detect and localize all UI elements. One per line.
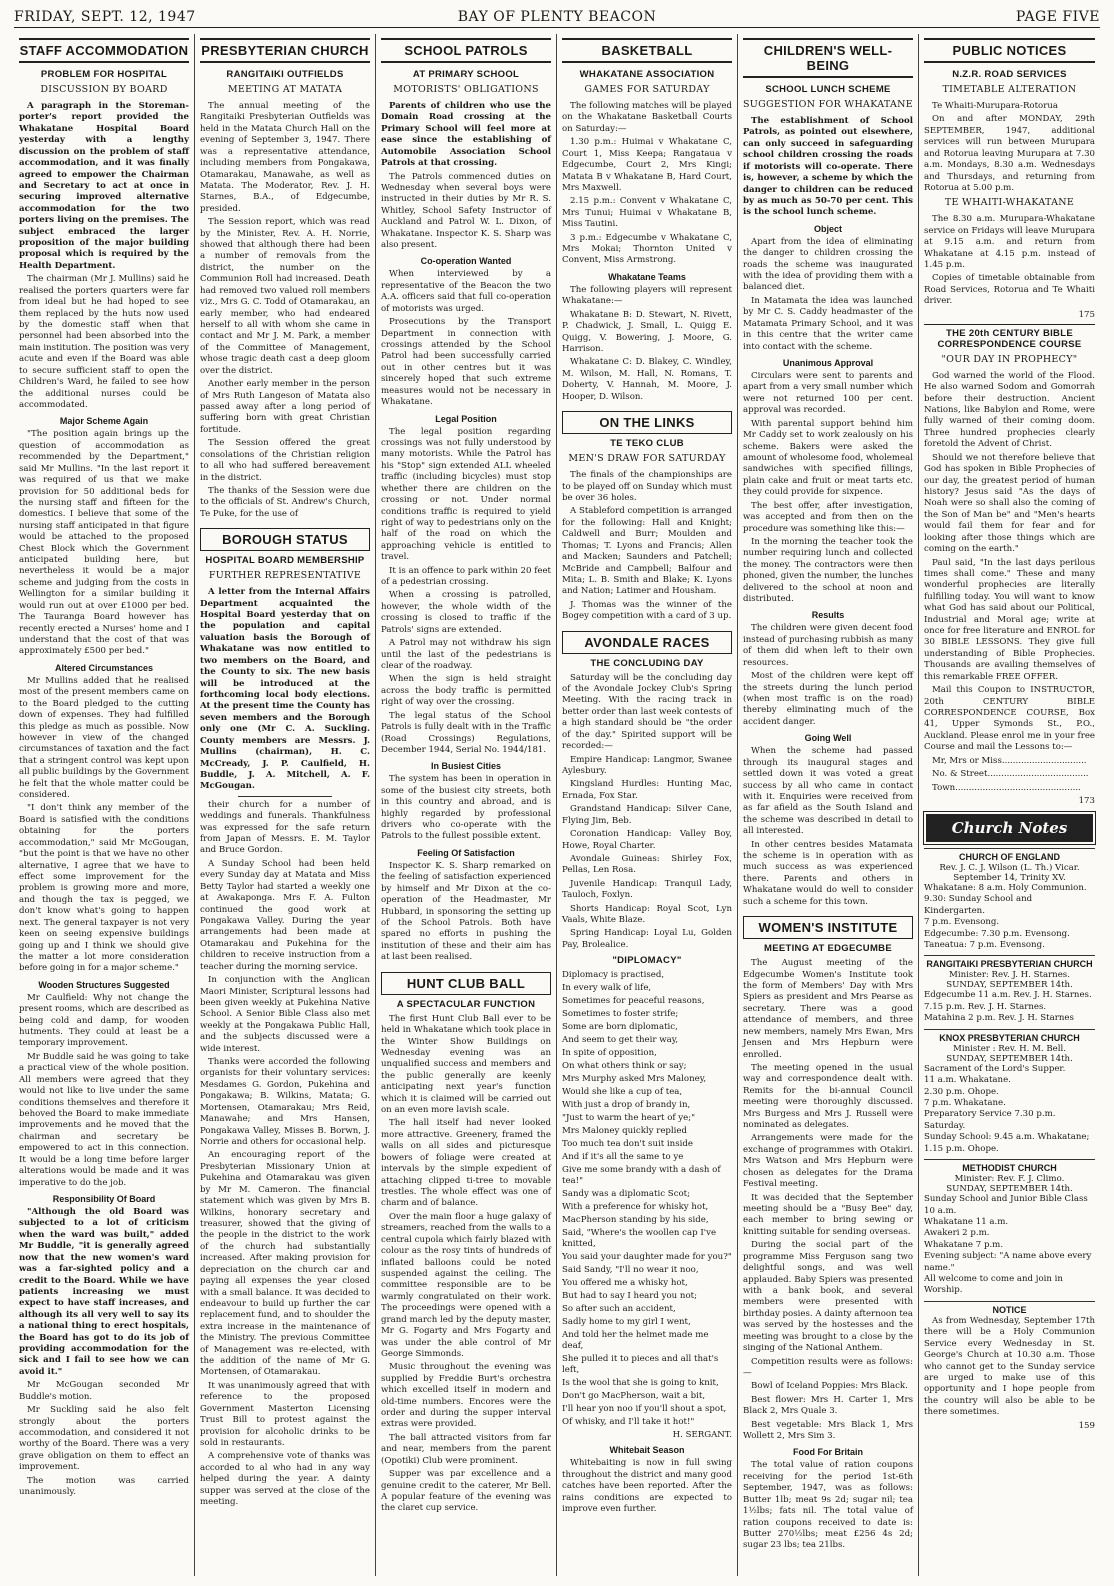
crosshead: In Busiest Cities [430, 761, 502, 772]
poem-line: You offered me a whisky hot, [562, 1278, 688, 1289]
poem-line: Diplomacy is practised, [562, 970, 665, 981]
paragraph: Mail this Coupon to INSTRUCTOR, 20th CENTURY BIBLE CORRESPONDENCE COURSE, Box 41, Upper Symonds St., P.O., Auckland. Please enrol me in your free Course and mail the Lessons to:— [924, 685, 1095, 753]
headline: BASKETBALL [562, 38, 732, 63]
subheadline: THE CONCLUDING DAY [590, 657, 704, 669]
subheadline: SCHOOL LUNCH SCHEME [765, 84, 891, 95]
minister: Minister: Rev. F. J. Climo. [954, 1174, 1065, 1185]
paragraph: As from Wednesday, September 17th there will be a Holy Communion Service every Wednesday in St. George's Church at 10.30 a.m. Those who cannot get to the Sunday service are urged to make use of this opportunity and I hope people from the country will also be able to be there sometimes. [924, 1315, 1095, 1418]
paragraph: Mr Suckling said he also felt strongly about the porters accommodation, and considered it not worthy of the Board. There was a very grave obligation on them to effect an improvement. [19, 1405, 189, 1473]
crosshead: Food For Britain [793, 1447, 863, 1458]
poem-line: Is the wool that she is going to knit, [562, 1378, 719, 1389]
paragraph: Empire Handicap: Langmor, Swanee Aylesbury. [562, 754, 732, 776]
paragraph: The meeting opened in the usual way and correspondence dealt with. Remits for the bi-annual Council meeting were thoroughly discussed. Mrs Burgess and Mrs J. Russell were nominated as delegates. [743, 1062, 913, 1131]
paragraph: In the morning the teacher took the number requiring lunch and collected the money. The contractors were then phoned, given the number, the lunches delivered to the school at noon and distributed. [743, 536, 913, 605]
service-line: Preparatory Service 7.30 p.m. Saturday. [924, 1109, 1056, 1131]
subheadline: TIMETABLE ALTERATION [942, 84, 1077, 95]
column-basketball [557, 34, 738, 1576]
poem-line: With just a drop of brandy in, [562, 1100, 691, 1111]
paragraph: The hall itself had never looked more attractive. Greenery, framed the walls on all sides and picturesque bowers of foliage were created at intervals by the simple expedient of attaching clipped ti-tree to movable trestles. The whole effect was one of charm and of balance. [381, 1118, 551, 1209]
paragraph: Best flower: Mrs H. Carter 1, Mrs Black 2, Mrs Quale 3. [743, 1394, 913, 1417]
poem-line: Too much tea don't suit inside [562, 1139, 693, 1150]
paragraph: The ball attracted visitors from far and near, members from the parent (Opotiki) Club were prominent. [381, 1432, 551, 1466]
lead-paragraph: A paragraph in the Storeman-porter's report provided the Whakatane Hospital Board yesterday with a lengthy discussion on the problem of staff accommodation, and it was finally agreed to empower the Chairman and Secretary to act at once in securing improved alternative accommodation for the two porters living on the premises. The subject embraced the larger proposition of the major building proposal which is required by the Health Department. [19, 101, 189, 271]
service-line: Edgecumbe 11 a.m. Rev. J. H. Starnes. [924, 990, 1092, 1001]
service-line: Whakatane: 8 a.m. Holy Communion. [924, 882, 1087, 893]
paragraph: When interviewed by a representative of the Beacon the two A.A. officers said that full co-operation of motorists was urged. [381, 269, 551, 314]
crosshead: Going Well [804, 733, 852, 744]
poem-line: Sadly home to my girl I went, [562, 1317, 691, 1328]
church-name: METHODIST CHURCH [924, 1159, 1095, 1173]
paragraph: Coronation Handicap: Valley Boy, Howe, Royal Charter. [562, 829, 732, 851]
paragraph: In other centres besides Matamata the scheme is in operation with as much success as was experienced there. Parents and others in Whakatane would do well to consider such a scheme for this town. [743, 839, 913, 907]
poem-line: Don't go MacPherson, wait a bit, [562, 1391, 706, 1402]
ad-number: 159 [1078, 1420, 1095, 1431]
paragraph: Arrangements were made for the exchange of programmes with Otakiri. Mrs Watson and Mrs Hepburn were chosen as delegates for the Drama Festival meeting. [743, 1133, 913, 1190]
crosshead: Whitebait Season [609, 1445, 685, 1456]
paragraph: 1.30 p.m.: Huimai v Whakatane C, Court 1, Miss Keepa; Rangataua v Edgecumbe, Court 2, Mrs Kingi; Matata B v Whakatane B, Hard Court, Mrs Maxwell. [562, 137, 732, 193]
paragraph: The following matches will be played on the Whakatane Basketball Courts on Saturday:— [562, 101, 732, 134]
crosshead: Responsibility Of Board [52, 1193, 156, 1204]
paragraph: Shorts Handicap: Royal Scot, Lyn Vaals, White Blaze. [562, 903, 732, 926]
service-line: 7 p.m. Whakatane. [924, 1098, 1006, 1108]
poem-line: On what others think or say; [562, 1061, 687, 1072]
poem-line: But had to say I heard you not; [562, 1291, 697, 1302]
column-childrens-well-being [738, 34, 919, 1576]
poem-line: So after such an accident, [562, 1304, 676, 1315]
subheadline: "OUR DAY IN PROPHECY" [941, 353, 1078, 365]
paragraph: The thanks of the Session were due to the officials of St. Andrew's Church, Te Puke, for the use of [200, 485, 370, 519]
paragraph: Prosecutions by the Transport Department in connection with crossings attended by the School Patrol had been successfully carried out in other centres but it was sincerely hoped that such extreme measures would not be necessary in Whakatane. [381, 317, 551, 408]
poem-line: Sometimes for peaceful reasons, [562, 996, 705, 1007]
paragraph: An encouraging report of the Presbyterian Missionary Union at Pukehina and Otamarakau was given by Mr M. Cameron. The financial statement which was given by Mrs B. Wilkins, honorary secretary and treasurer, showed that the giving of the people in the district to the work of the church had substantially increased. After making provision for depreciation on the church car and paying all expenses the year closed with a small balance. It was decided to endeavour to build up further the car replacement fund, and to shoulder the extra increase in the maintenance of the Ministry. The previous Committee of Management was re-elected, with the addition of the name of Mr G. Mortensen, of Otamarakau. [200, 1150, 370, 1378]
paragraph: With parental support behind him Mr Caddy set to work zealously on his scheme. Bakers were asked the amount of wholesome food, wholemeal sandwiches with specified fillings, plain cake and fruit or meat tarts etc. they could provide for sixpence. [743, 418, 913, 498]
paragraph: Thanks were accorded the following organists for their voluntary services: Mesdames G. Gordon, Pukehina and Pongakawa; B. Wilkins, Matata; G. Mortensen, Otamarakau; Mrs Reid, Manawahe; and Mrs Hansen, Pongakawa Valley, Misses B. Borwn, J. Norrie and others for occasional help. [200, 1057, 370, 1148]
poem-line: Of whisky, and I'll take it hot!" [562, 1417, 695, 1428]
poem-line: Said, "Where's the woollen cap I've knitted, [562, 1228, 717, 1250]
service-line: 2.30 p.m. Ohope. [924, 1086, 999, 1097]
divider [238, 796, 332, 797]
headline: STAFF ACCOMMODATION [19, 38, 189, 63]
headline: SCHOOL PATROLS [381, 38, 551, 63]
paper-title: BAY OF PLENTY BEACON [457, 9, 657, 25]
minister: Rev. J. C. J. Wilson (L. Th.) Vicar. [939, 862, 1080, 873]
paragraph: The following players will represent Whakatane:— [562, 284, 732, 307]
service-line: Whakatane 11 a.m. [924, 1216, 1009, 1227]
subheadline: TE TEKO CLUB [610, 438, 684, 450]
poem-line: I'll hear yon noo if you'll shout a spot, [562, 1404, 727, 1415]
paragraph: Paul said, "In the last days perilous times shall come." These and many wonderful prophecies are literally fulfilling today. You will want to know what God has said about our Political, Industrial and Moral age; write at once for free literature and ENROL for 30 BIBLE LESSONS. They give full understanding of Bible Prophecies. Thousands are availing themselves of this remarkable FREE OFFER. [924, 557, 1095, 682]
subheadline: PROBLEM FOR HOSPITAL [40, 69, 168, 80]
paragraph: Circulars were sent to parents and apart from a very small number which were not returned 100 per cent. approval was recorded. [743, 371, 913, 416]
paragraph: Best vegetable: Mrs Black 1, Mrs Wollett 2, Mrs Sim 3. [743, 1419, 913, 1442]
column-presbyterian-church [195, 34, 376, 1576]
poem-line: And seem to get their way, [562, 1035, 679, 1046]
subheadline: GAMES FOR SATURDAY [584, 84, 710, 95]
paragraph: "Although the old Board was subjected to a lot of criticism when the ward was built," added Mr Buddle, "it is generally agreed now that the new women's ward was a far-sighted policy and a credit to the Board. While we have patients increasing we must expect to have staff increases, and although its all very well to say its a national thing to erect hospitals, the Board has got to do its job of providing accommodation for the sick and I fail to see how we can avoid it." [19, 1206, 189, 1377]
subheadline: TE WHAITI-WHAKATANE [944, 197, 1075, 209]
church-notes-banner: Church Notes [924, 812, 1095, 844]
lead-paragraph: The establishment of School Patrols, as pointed out elsewhere, can only succeed in safeguarding school children crossing the roads if motorists will co-operate. There is, however, a scheme by which the danger to children can be reduced by as much as 50-70 per cent. This is the school lunch scheme. [743, 116, 913, 218]
paragraph: It was unanimously agreed that with reference to the proposed Government Masterton Licensing Trust Bill to protest against the provision for alcoholic drinks to be sold in restaurants. [200, 1380, 370, 1448]
crosshead: Whakatane Teams [608, 271, 686, 282]
paragraph: Spring Handicap: Loyal Lu, Golden Pay, Brolealice. [562, 928, 732, 950]
poem-line: Would she like a cup of tea, [562, 1087, 683, 1098]
paragraph: Whakatane B: D. Stewart, N. Rivett, P. Chadwick, J. Small, L. Quigg E. Quigg, V. Bowering, J. Moore, G. Harrison. [562, 309, 732, 355]
poem-line: And told her the helmet made me deaf, [562, 1330, 709, 1352]
paragraph: The 8.30 a.m. Murupara-Whakatane service on Fridays will leave Murupara at 9.15 a.m. and return from Whakatane at 4.15 p.m. instead of 1.45 p.m. [924, 214, 1095, 271]
poem-line: In spite of opposition, [562, 1048, 657, 1059]
crosshead: Wooden Structures Suggested [38, 979, 170, 990]
subheadline: A SPECTACULAR FUNCTION [396, 998, 536, 1010]
paragraph: J. Thomas was the winner of the Bogey competition with a card of 3 up. [562, 599, 732, 622]
paragraph: It is an offence to park within 20 feet of a pedestrian crossing. [381, 565, 552, 588]
headline: AVONDALE RACES [562, 631, 732, 654]
paragraph: A comprehensive vote of thanks was accorded to al who had in any way helped during the year. A dainty supper was served at the close of the meeting. [200, 1451, 370, 1508]
service-date: SUNDAY, SEPTEMBER 14th. [946, 1184, 1073, 1195]
paragraph: The chairman (Mr J. Mullins) said he realised the porters quarters were far from ideal but he had hoped to see them replaced by the huts now used by the domestic staff when that personnel had been absorbed into the main institution. The position was very acute and even if the Board was able to secure sufficient staff to open the Children's Ward, he failed to see how the additional nurses could be accommodated. [19, 274, 189, 410]
service-line: Sunday School: 9.45 a.m. Whakatane; 1.15 p.m. Ohope. [924, 1132, 1090, 1154]
poem-line: Mrs Murphy asked Mrs Maloney, [562, 1074, 707, 1085]
paragraph: Mr Buddle said he was going to take a practical view of the whole position. All members were agreed that they would not like to live under the same conditions themselves and therefore it behoved the Board to make immediate improvements and he moved that the chairman and secretary be empowered to act in this connection. It would be a long time before larger alterations would be made and it was imperative to do the job. [19, 1051, 189, 1188]
poem-line: Said Sandy, "I'll no wear it noo, [562, 1265, 699, 1276]
page-number: PAGE FIVE [1015, 9, 1100, 25]
poem-line: Give me some brandy with a dash of tea!" [562, 1165, 721, 1187]
paragraph: Copies of timetable obtainable from Road Services, Rotorua and Te Whaiti driver. [924, 273, 1095, 307]
paragraph: The motion was carried unanimously. [19, 1475, 189, 1498]
paragraph: Apart from the idea of eliminating the danger to children crossing the roads the scheme was inaugurated with the idea of providing them with a balanced diet. [743, 236, 913, 293]
paragraph: Mr Caulfield: Why not change the present rooms, which are described as being cold and damp, for wooden hutments. They could at least be a temporary improvement. [19, 992, 189, 1049]
headline: CHILDREN'S WELL-BEING [743, 38, 913, 78]
paragraph: A Patrol may not withdraw his sign until the last of the pedestrians is clear of the roadway. [381, 638, 551, 671]
poem-line: With a preference for whisky hot, [562, 1202, 709, 1213]
paragraph: On and after MONDAY, 29th SEPTEMBER, 1947, additional services will run between Murupara and Rotorua leaving Murupara at 7.30 a.m. Mondays, 8.30 a.m. Wednesdays and Thursdays, and returning from Rotorua at 5.00 p.m. [924, 114, 1095, 193]
poem-line: "Just to warm the heart of ye;" [562, 1113, 696, 1124]
headline: PUBLIC NOTICES [924, 38, 1095, 63]
paragraph: Mr McGougan seconded Mr Buddle's motion. [19, 1380, 189, 1402]
subheadline: WHAKATANE ASSOCIATION [579, 69, 715, 80]
paragraph: When a crossing is patrolled, however, the whole width of the crossing is closed to traffic if the Patrols' signs are extended. [381, 590, 551, 635]
subheadline: MOTORISTS' OBLIGATIONS [393, 84, 539, 95]
crosshead: Major Scheme Again [59, 416, 149, 427]
subheadline: HOSPITAL BOARD MEMBERSHIP [205, 555, 365, 567]
service-line: Matahina 2 p.m. Rev. J. H. Starnes [924, 1013, 1074, 1024]
paragraph: their church for a number of weddings and funerals. Thankfulness was expressed for the safe return from Japan of Messrs. E. M. Taylor and Bruce Gordon. [200, 799, 370, 856]
subheadline: FURTHER REPRESENTATIVE [208, 570, 362, 582]
paragraph: Most of the children were kept off the streets during the lunch period (when most traffic is on the road) thereby eliminating much of the accident danger. [743, 671, 913, 727]
masthead [14, 6, 1100, 28]
headline: ON THE LINKS [562, 411, 732, 434]
ad-number: 175 [1078, 309, 1095, 320]
service-date: September 14, Trinity XV. [953, 872, 1066, 883]
subheadline: N.Z.R. ROAD SERVICES [952, 69, 1067, 80]
paragraph: Supper was par excellence and a genuine credit to the caterer, Mr Bell. A popular feature of the evening was the claret cup service. [381, 1469, 551, 1514]
service-line: 11 a.m. Whakatane. [924, 1075, 1011, 1086]
headline: BOROUGH STATUS [200, 528, 370, 551]
paragraph: "The position again brings up the question of accommodation as recommended by the Department," said Mr Mullins. "In the last report it was required of us that we make provision for 50 additional beds for the nursing staff and fifteen for the domestics. I believe that some of the nursing staff anticipated in that figure would be attached to the proposed Chest Block which the Government anticipated building here, but nevertheless it would be a major scheme and judging from the costs in Wellington for a similar building it would run out at over £1000 per bed. The Tauranga Board however has recently erected a Nurses' home and I understand that the cost of that was approximately £500 per bed." [19, 429, 189, 657]
paragraph: Saturday will be the concluding day of the Avondale Jockey Club's Spring Meeting. With the racing track in better order than last week contests of a high standard should be "the order of the day." Spirited support will be recorded:— [562, 672, 732, 752]
paragraph: During the social part of the programme Miss Ferguson sang two delightful songs, and was well applauded. Baby Spiers was presented with a bank book, and several members were presented with birthday posies. A dainty afternoon tea was served by the hostesses and the meeting was brought to a close by the singing of the National Anthem. [743, 1240, 913, 1354]
coupon-line: Town.............................................. [932, 782, 1081, 793]
paragraph: The legal status of the School Patrols is fully dealt with in the Traffic (Road Crossings) Regulations, December 1944, Serial No. 1944/181. [381, 710, 551, 755]
paragraph: 3 p.m.: Edgecumbe v Whakatane C, Mrs Mokai; Thornton United v Convent, Miss Armstrong. [562, 232, 732, 266]
paragraph: The annual meeting of the Rangitaiki Presbyterian Outfields was held in the Matata Church Hall on the evening of September 3, 1947. There was a representative attendance, including members from Pongakawa, Otamarakau, Manawahe, as well as Matata. The Moderator, Rev. J. H. Starnes, B.A., of Edgecumbe, presided. [200, 101, 370, 214]
paragraph: Another early member in the person of Mrs Ruth Langeson of Matata also passed away after a long period of suffering born with great Christian fortitude. [200, 379, 370, 435]
paragraph: Whitebaiting is now in full swing throughout the district and many good catches have been reported. After the rains conditions are expected to improve even further. [562, 1458, 732, 1514]
poem-line: She pulled it to pieces and all that's left, [562, 1354, 719, 1376]
subheadline: RANGITAIKI OUTFIELDS [226, 69, 344, 80]
paragraph: Competition results were as follows:— [743, 1356, 913, 1378]
paragraph: Over the main floor a huge galaxy of streamers, reached from the walls to a central cupola which fairly blazed with colour as the rosy tints of hundreds of inflated balloons could be noted suspended against the ceiling. The committee responsible are to be warmly congratulated on their work. The proceedings were opened with a grand march led by the deputy master, Mr G. Fogarty and Mrs Fogarty and was under the able control of Mr George Simmonds. [381, 1211, 551, 1359]
service-line: Taneatua: 7 p.m. Evensong. [924, 940, 1045, 951]
crosshead: Results [811, 610, 845, 621]
poem [562, 970, 732, 1428]
paragraph: A Sunday School had been held every Sunday day at Matata and Miss Betty Taylor had started a weekly one at Awakaponga. Mrs F. A. Fulton continued the good work at Pongakawa Valley. During the year arrangements had been made at Otamarakau and Pukehina for the children to receive instruction from a teacher during the morning service. [200, 858, 370, 972]
headline: WOMEN'S INSTITUTE [743, 916, 913, 939]
headline: HUNT CLUB BALL [381, 972, 551, 995]
service-line: Whakatane 7 p.m. [924, 1239, 1004, 1250]
paragraph: It was decided that the September meeting should be a "Busy Bee" day, each member to bring sewing or knitting suitable for sending overseas. [743, 1192, 913, 1237]
headline: PRESBYTERIAN CHURCH [200, 38, 370, 63]
church-name: RANGITAIKI PRESBYTERIAN CHURCH [924, 955, 1095, 969]
columns [14, 34, 1102, 1576]
poem-line: MacPherson standing by his side, [562, 1215, 709, 1226]
paragraph: When the sign is held straight across the body traffic is permitted right of way over the crossing. [381, 674, 551, 708]
service-line: Edgecumbe: 7.30 p.m. Evensong. [924, 928, 1070, 939]
poem-line: Some are born diplomatic, [562, 1022, 678, 1033]
column-staff-accommodation [14, 34, 195, 1576]
paragraph: The legal position regarding crossings was not fully understood by many motorists. While the Patrol has his "Stop" sign extended ALL wheeled traffic (including bicycles) must stop whether there are children on the crossing or not. Under normal conditions traffic is required to yield right of way to pedestrians only on the half of the road on which the approaching vehicle is entitled to travel. [381, 426, 551, 563]
church-name: CHURCH OF ENGLAND [924, 848, 1095, 862]
service-line: 7 p.m. Evensong. [924, 917, 1000, 928]
paragraph: 2.15 p.m.: Convent v Whakatane C, Mrs Tunui; Huimai v Whakatane B, Miss Tautini. [562, 196, 732, 230]
subheadline: THE 20th CENTURY BIBLE CORRESPONDENCE COURSE [924, 324, 1095, 350]
paragraph: Mr Mullins added that he realised most of the present members came on to the Board pledged to the cutting down of expenses. They had fulfilled this pledge as much as possible. Now however in view of the changed circumstances of taxation and the fact that a stringent control was kept upon all public buildings by the Government he felt that the whole matter could be considered. [19, 675, 189, 801]
crosshead: Unanimous Approval [782, 358, 874, 369]
paragraph: Should we not therefore believe that God has spoken in Bible Prophecies of our day, the greatest period of human history? Jesus said "As the days of Noah were so shall also the coming of the Son of Man be" and "Men's hearts would fail them for fear and for looking after those things which are coming on the earth." [924, 452, 1095, 555]
poem-line: In every walk of life, [562, 983, 652, 994]
paragraph: The children were given decent food instead of purchasing rubbish as many of them did when left to their own resources. [743, 623, 913, 668]
subheadline: MEETING AT EDGECUMBE [764, 943, 892, 955]
column-school-patrols [376, 34, 557, 1576]
issue-date: FRIDAY, SEPT. 12, 1947 [14, 9, 196, 25]
paragraph: Bowl of Iceland Poppies: Mrs Black. [751, 1381, 908, 1392]
crosshead: Object [813, 223, 842, 234]
paragraph: Music throughout the evening was supplied by Freddie Burt's orchestra which excelled itself in modern and old-time numbers. Encores were the order and during the supper interval extras were provided. [381, 1362, 551, 1430]
coupon-line: No. & Street..................................... [932, 769, 1089, 780]
subheadline: DISCUSSION BY BOARD [40, 84, 168, 95]
lead-paragraph: Parents of children who use the Domain Road crossing at the Primary School will feel more at ease since the establishing of Automobile Association School Patrols at that crossing. [381, 101, 551, 169]
column-public-notices [919, 34, 1100, 1576]
service-line: Awakeri 2 p.m. [924, 1228, 990, 1239]
minister: Minister: Rev. J. H. Starnes. [949, 970, 1070, 981]
paragraph: Whakatane C: D. Blakey, C. Windley, M. Wilson, M. Hall, N. Romans, T. Doherty, V. Hannah, M. Moore, J. Hooper, D. Wilson. [562, 357, 732, 402]
paragraph: The Patrols commenced duties on Wednesday when several boys were instructed in their duties by Mr R. S. Whitley, School Safety Instructor of Auckland and Patrol W. L. Dixon, of Whakatane. Inspector K. S. Sharp was also present. [381, 171, 551, 251]
church-name: KNOX PRESBYTERIAN CHURCH [924, 1029, 1095, 1043]
service-line: 7.15 p.m. Rev. J. H. Starnes. [924, 1001, 1047, 1012]
poem-line: And if it's all the same to ye [562, 1152, 684, 1163]
paragraph: God warned the world of the Flood. He also warned Sodom and Gomorrah before their destruction. Ancient Nations, like Babylon and Rome, were fully warned of their coming doom. Three hundred prophecies clearly foretold the Advent of Christ. [924, 370, 1095, 450]
ad-number: 173 [1078, 795, 1095, 806]
paragraph: The finals of the championships are to be played off on Sunday which must be over 36 holes. [562, 470, 732, 503]
crosshead: Altered Circumstances [54, 662, 154, 673]
paragraph: A Stableford competition is arranged for the following: Hall and Knight; Caldwell and Burr; Moulden and Thomas; T. Lyons and Francis; Allen and Macken; Saunders and Patchell; McBride and Campbell; Balfour and Mita; L. B. Smith and Blake; K. Lyons and Nation; Latimer and Housham. [562, 506, 732, 597]
paragraph: The best offer, after investigation, was accepted and from then on the procedure was something like this:— [743, 500, 913, 534]
paragraph: The Session report, which was read by the Minister, Rev. A. H. Norrie, showed that although there had been a number of removals from the district, the number on the Communion Roll had increased. Death had removed two valued roll members viz., Mrs G. C. Todd of Otamarakau, an early member, who had endeared herself to all with whom she came in contact and Mr J. M. Park, a member of the Committee of Management, whose tragic death cast a deep gloom over the district. [200, 217, 370, 376]
poem-line: You said your daughter made for you?" [562, 1252, 732, 1263]
paragraph: In conjunction with the Anglican Maori Minister, Scriptural lessons had been given weekly at Pukehina Native School. A Senior Bible Class also met weekly at the Pongakawa Public Hall, and the subjects discussed were a wide interest. [200, 975, 370, 1054]
crosshead: Co-operation Wanted [420, 256, 512, 267]
paragraph: In Matamata the idea was launched by Mr C. S. Caddy headmaster of the Matamata Primary School, and it was in this centre that the writer came into contact with the scheme. [743, 295, 913, 352]
paragraph: The total value of ration coupons receiving for the period 1st-6th September, 1947, was as follows: Butter 1lb; meat 9s 2d; sugar nil; tea 1½lbs; fats nil. The total value of ration coupons received to date is: Butter 270½lbs; meat £256 4s 2d; sugar 23 lbs; tea 21lbs. [743, 1460, 913, 1551]
paragraph: Juvenile Handicap: Tranquil Lady, Tauloch, Foxlyn. [562, 878, 732, 901]
subheadline: MEETING AT MATATA [227, 84, 343, 95]
poem-line: Sometimes to foster strife; [562, 1009, 679, 1020]
service-line: All welcome to come and join in Worship. [924, 1274, 1063, 1296]
paragraph: "I don't think any member of the Board is satisfied with the conditions obtaining for the porters accommodation," said Mr McGougan, "but the point is that we have no other alternative, I agree that we have to effect some improvement for the problem is growing more and more, and though the tax is pegged, we don't know what's going to happen next. The general taxpayer is not very keen on seeing expensive buildings going up and I think we should give the matter a lot more consideration before going in for a major scheme." [19, 803, 189, 974]
poem-line: Mrs Maloney quickly replied [562, 1126, 688, 1137]
poem-line: Sandy was a diplomatic Scot; [562, 1189, 691, 1200]
subheadline: MEN'S DRAW FOR SATURDAY [568, 453, 726, 465]
lead-paragraph: A letter from the Internal Affairs Department acquainted the Hospital Board yesterday that on the population and capital valuation basis the Borough of Whakatane was now entitled to two members on the Board, and the County to six. The new basis will be introduced at the forthcoming local body elections. At the present time the County has seven members and the Borough only one (Mr C. A. Suckling. County members are Messrs. J. Mullins (chairman), H. C. McCready, J. P. Caulfield, H. Buddle, J. A. Mitchell, A. F. McGougan. [200, 587, 370, 792]
notice-heading: NOTICE [924, 1301, 1095, 1315]
coupon-line: Mr, Mrs or Miss............................... [932, 755, 1087, 766]
service-line: 9.30: Sunday School and Kindergarten. [924, 894, 1033, 916]
paragraph: When the scheme had passed through its inaugural stages and settled down it was voted a great success by all who came in contact with it. Enquiries were received from as far afield as the South Island and the scheme was described in detail to all interested. [743, 746, 913, 837]
paragraph: The first Hunt Club Ball ever to be held in Whakatane which took place in the Winter Show Buildings on Wednesday evening was an unqualified success and members and the public generally are keenly anticipating next year's function which it is claimed will be carried out on an even more lavish scale. [381, 1013, 551, 1116]
subheadline: SUGGESTION FOR WHAKATANE [743, 99, 913, 110]
paragraph: Te Whaiti-Murupara-Rotorua [932, 101, 1059, 111]
subheadline: AT PRIMARY SCHOOL [412, 69, 520, 80]
service-date: SUNDAY, SEPTEMBER 14th. [946, 980, 1073, 991]
service-line: Sunday School and Junior Bible Class 10 a.m. [924, 1194, 1088, 1216]
poem-signature: H. SERGANT. [672, 1430, 732, 1441]
crosshead: Feeling Of Satisfaction [417, 847, 515, 858]
crosshead: Legal Position [435, 413, 497, 424]
paragraph: Inspector K. S. Sharp remarked on the feeling of satisfaction experienced by himself and Mr Dixon at the co-operation of the Headmaster, Mr Hubbard, in sponsoring the setting up of the School Patrols. Both have spared no efforts in pushing the institution of these and their aim has at last been realised. [381, 860, 551, 963]
paragraph: Grandstand Handicap: Silver Cane, Flying Jim, Beb. [562, 804, 732, 826]
minister: Minister : Rev. H. M. Bell. [953, 1043, 1066, 1054]
poem-title: "DIPLOMACY" [612, 955, 682, 967]
paragraph: Avondale Guineas: Shirley Fox, Pellas, Len Rosa. [562, 853, 732, 876]
service-date: SUNDAY, SEPTEMBER 14th. [946, 1053, 1073, 1064]
paragraph: The Session offered the great consolations of the Christian religion to all who had suffered bereavement in the district. [200, 438, 370, 483]
paragraph: Kingsland Hurdles: Hunting Mac, Ernada, Fox Star. [562, 779, 732, 801]
service-line: Evening subject: "A name above every name." [924, 1251, 1092, 1273]
paragraph: The August meeting of the Edgecumbe Women's Institute took the form of Members' Day with Mrs Spiers as president and Mrs Pearse as secretary. There was a good attendance of members, and three new members, namely Mrs Ewan, Mrs Jensen and Mrs Hepburn were enrolled. [743, 958, 913, 1060]
service-line: Sacrament of the Lord's Supper. [924, 1063, 1066, 1074]
paragraph: The system has been in operation in some of the busiest city streets, both in this country and abroad, and is highly regarded by professional drivers who co-operate with the Patrols to the fullest possible extent. [381, 774, 551, 842]
